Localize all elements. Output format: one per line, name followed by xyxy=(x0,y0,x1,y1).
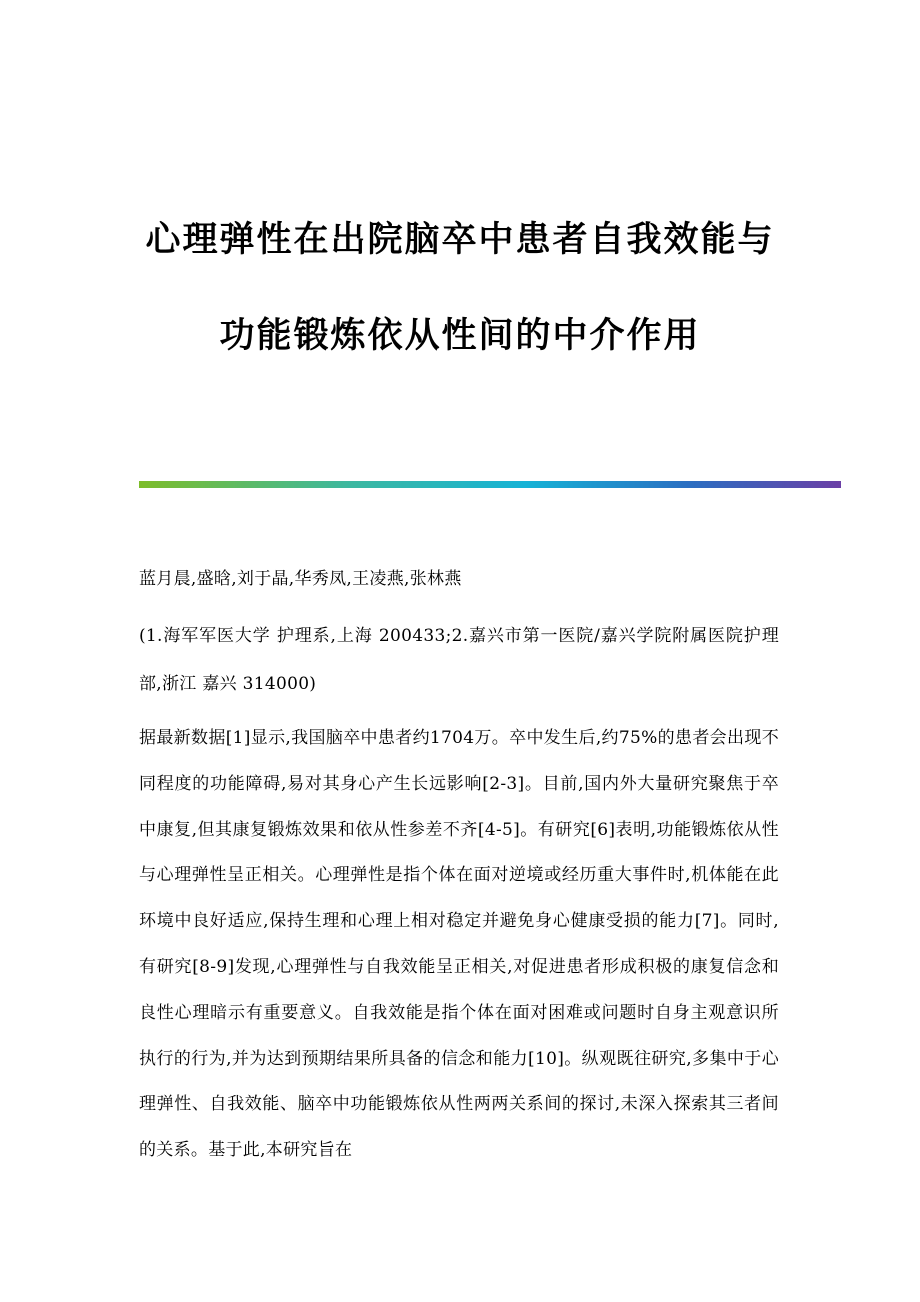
title-line-1: 心理弹性在出院脑卒中患者自我效能与 xyxy=(145,220,775,260)
gradient-divider xyxy=(139,481,841,488)
body-paragraph: 据最新数据[1]显示,我国脑卒中患者约1704万。卒中发生后,约75%的患者会出现不同程度的功能障碍,易对其身心产生长远影响[2-3]。目前,国内外大量研究聚焦于卒中康复,但其康复锻炼效果和依从性参差不齐[4-5]。有研究[6]表明,功能锻炼依从性与心理弹性呈正相关。心理弹性是指个体在面对逆境或经历重大事件时,机体能在此环境中良好适应,保持生理和心理上相对稳定并避免身心健康受损的能力[7]。同时,有研究[8-9]发现,心理弹性与自我效能呈正相关,对促进患者形成积极的康复信念和良性心理暗示有重要意义。自我效能是指个体在面对困难或问题时自身主观意识所执行的行为,并为达到预期结果所具备的信念和能力[10]。纵观既往研究,多集中于心理弹性、自我效能、脑卒中功能锻炼依从性两两关系间的探讨,未深入探索其三者间的关系。基于此,本研究旨在 xyxy=(139,728,779,1161)
affiliation: (1.海军军医大学 护理系,上海 200433;2.嘉兴市第一医院/嘉兴学院附属医院护理部,浙江 嘉兴 314000) xyxy=(139,626,779,694)
author-list: 蓝月晨,盛晗,刘于晶,华秀凤,王凌燕,张林燕 xyxy=(139,569,462,589)
title-line-2: 功能锻炼依从性间的中介作用 xyxy=(219,316,701,356)
